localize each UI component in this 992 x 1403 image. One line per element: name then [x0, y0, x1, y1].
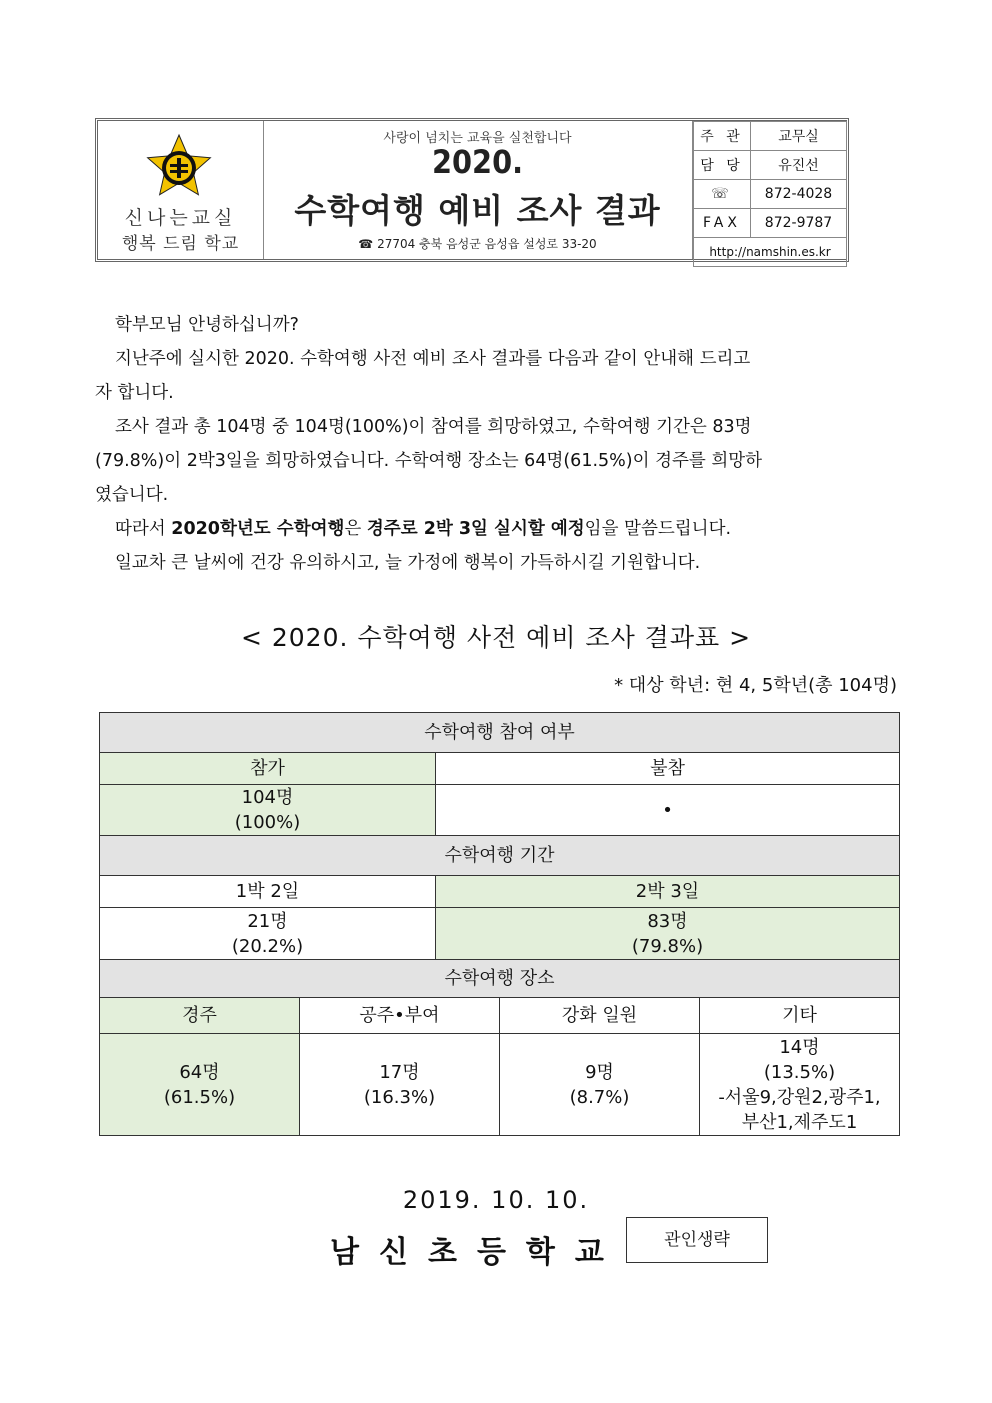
table-cell: [500, 1034, 700, 1136]
paragraph: [95, 512, 897, 546]
title-year: 2020.: [431, 143, 524, 181]
address-line: [263, 235, 692, 252]
letter-body: [95, 308, 897, 580]
table-cell: [700, 1034, 900, 1136]
count: 104명: [241, 787, 294, 808]
count: 17명: [379, 1061, 420, 1083]
address-text: 27704 충북 음성군 음성읍 설성로 33-20: [377, 237, 597, 251]
count: 64명: [179, 1061, 220, 1083]
mail-icon: ☎: [358, 237, 374, 251]
table-row: [100, 1034, 900, 1136]
seal-stamp: 관인생략: [626, 1217, 768, 1263]
table-row: [100, 876, 900, 908]
info-row: [694, 180, 847, 209]
table-cell: •: [436, 785, 900, 836]
school-emblem-icon: [144, 133, 214, 203]
table-cell: [100, 908, 436, 960]
count: 14명: [779, 1036, 820, 1058]
table-row: [100, 753, 900, 785]
section-header: 수학여행 기간: [100, 836, 900, 876]
table-row: [100, 836, 900, 876]
school-name: 남신초등학교: [330, 1235, 624, 1270]
issue-date: 2019. 10. 10.: [402, 1186, 590, 1214]
paragraph: 지난주에 실시한 2020. 수학여행 사전 예비 조사 결과를 다음과 같이 안내해 드리고: [115, 349, 751, 369]
info-value: 872-4028: [751, 180, 847, 209]
col-header: 1박 2일: [100, 876, 436, 908]
col-header: 참가: [100, 753, 436, 785]
contact-info: [692, 121, 847, 259]
col-header: 경주: [100, 998, 300, 1034]
results-table: [99, 712, 900, 1136]
text: 은: [344, 519, 367, 539]
text: 따라서: [115, 519, 172, 539]
info-value: 872-9787: [751, 209, 847, 238]
info-key: 주 관: [694, 122, 751, 151]
section-header: 수학여행 장소: [100, 960, 900, 998]
paragraph: 일교차 큰 날씨에 건강 유의하시고, 늘 가정에 행복이 가득하시길 기원합니다.: [115, 553, 701, 573]
detail: -서울9,강원2,광주1,: [718, 1086, 881, 1108]
table-row: [100, 998, 900, 1034]
count: 9명: [585, 1061, 614, 1083]
text: 임을 말씀드립니다.: [584, 519, 732, 539]
detail: 부산1,제주도1: [741, 1111, 858, 1133]
paragraph: 조사 결과 총 104명 중 104명(100%)이 참여를 희망하였고, 수학여행 기간은 83명: [115, 417, 752, 437]
col-header: 공주•부여: [300, 998, 500, 1034]
paragraph: 자 합니다.: [95, 383, 174, 403]
bold-text: 경주로 2박 3일 실시할 예정: [366, 519, 585, 539]
info-key: FAX: [694, 209, 751, 238]
table-row: [100, 960, 900, 998]
letterhead: [95, 118, 849, 262]
greeting: 학부모님 안녕하십니까?: [115, 315, 299, 335]
info-value: 교무실: [751, 122, 847, 151]
title-area: [263, 121, 692, 259]
logo-area: [98, 121, 264, 259]
motto: 사랑이 넘치는 교육을 실천합니다: [383, 131, 572, 146]
percent: (61.5%): [163, 1086, 236, 1108]
bold-text: 2020학년도 수학여행: [171, 519, 345, 539]
count: 83명: [647, 910, 688, 932]
col-header: 기타: [700, 998, 900, 1034]
table-cell: [436, 908, 900, 960]
paragraph: 였습니다.: [95, 485, 169, 505]
info-value: 유진선: [751, 151, 847, 180]
percent: (20.2%): [231, 935, 304, 957]
document-title: 수학여행 예비 조사 결과: [294, 191, 661, 230]
count: 21명: [247, 910, 288, 932]
info-row: [694, 209, 847, 238]
table-row: [100, 713, 900, 753]
percent: (79.8%): [631, 935, 704, 957]
table-cell: [100, 1034, 300, 1136]
table-row: [100, 908, 900, 960]
percent: (16.3%): [363, 1086, 436, 1108]
col-header: 강화 일원: [500, 998, 700, 1034]
table-cell: [100, 785, 436, 836]
slogan-line1: 신나는교실: [124, 207, 237, 229]
percent: (13.5%): [763, 1061, 836, 1083]
table-cell: [300, 1034, 500, 1136]
info-row: [694, 151, 847, 180]
target-note: * 대상 학년: 현 4, 5학년(총 104명): [614, 675, 897, 696]
paragraph: (79.8%)이 2박3일을 희망하였습니다. 수학여행 장소는 64명(61.5%)이 경주를 희망하: [95, 451, 763, 471]
percent: (100%): [234, 812, 301, 833]
slogan-line2: 행복 드림 학교: [121, 234, 240, 254]
col-header: 불참: [436, 753, 900, 785]
phone-icon: ☏: [694, 180, 751, 209]
contact-table: [693, 121, 847, 267]
col-header: 2박 3일: [436, 876, 900, 908]
section-header: 수학여행 참여 여부: [100, 713, 900, 753]
website-link[interactable]: http://namshin.es.kr: [694, 238, 847, 267]
info-row: [694, 238, 847, 267]
percent: (8.7%): [569, 1086, 630, 1108]
info-key: 담 당: [694, 151, 751, 180]
info-row: [694, 122, 847, 151]
table-title: < 2020. 수학여행 사전 예비 조사 결과표 >: [240, 623, 752, 652]
table-row: [100, 785, 900, 836]
